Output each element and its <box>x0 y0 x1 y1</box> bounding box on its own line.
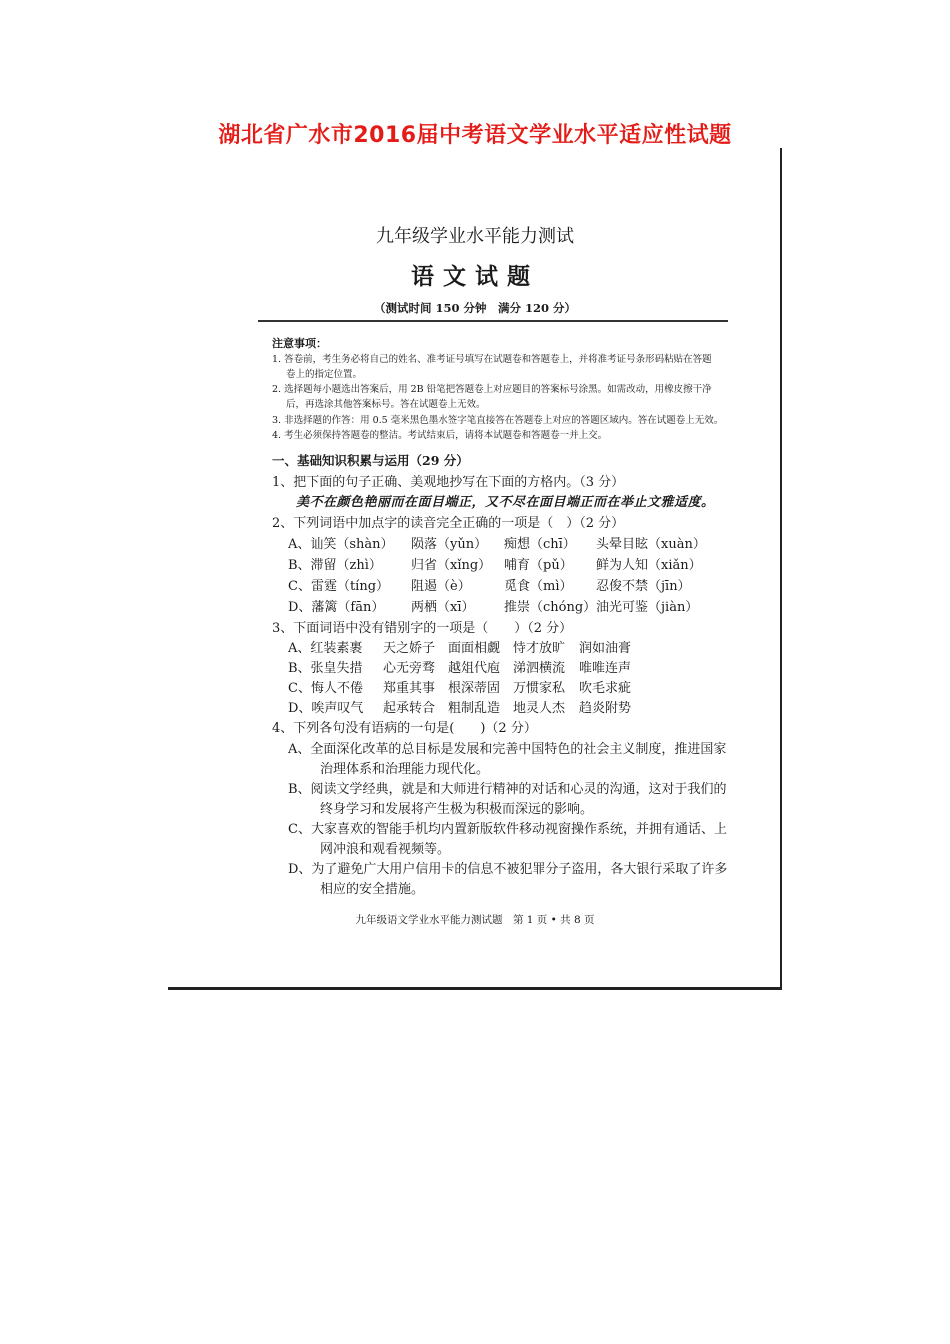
q3-option-b-word-1: B、张皇失措 <box>288 661 363 676</box>
q3-option-d-word-3: 粗制乱造 <box>448 701 501 716</box>
q3-option-a-word-5: 润如油膏 <box>579 641 632 656</box>
q2-option-a-word-4: 头晕目眩（xuàn） <box>596 537 706 552</box>
document-title: 湖北省广水市2016届中考语文学业水平适应性试题 <box>218 123 732 148</box>
q3-option-c-word-1: C、悔人不倦 <box>288 681 363 696</box>
scanned-exam-page <box>168 148 782 990</box>
exam-subject: 语文试题 <box>411 263 539 290</box>
q2-option-c-word-1: C、雷霆（tíng） <box>288 579 390 594</box>
q2-option-d-word-2: 两栖（xī） <box>411 600 475 615</box>
q3-option-a-word-2: 天之娇子 <box>383 641 436 656</box>
section-heading: 一、基础知识积累与运用（29 分） <box>272 453 469 468</box>
notice-line: 1. 答卷前，考生务必将自己的姓名、准考证号填写在试题卷和答题卷上，并将准考证号条形码粘贴在答题 <box>272 354 712 365</box>
q4-option-d-line-1: D、为了避免广大用户信用卡的信息不被犯罪分子盗用，各大银行采取了许多 <box>288 862 728 877</box>
q2-option-c-word-3: 觅食（mì） <box>504 579 573 594</box>
q3-option-c-word-2: 郑重其事 <box>383 681 436 696</box>
notice-line: 卷上的指定位置。 <box>286 369 363 380</box>
q4-option-c-line-1: C、大家喜欢的智能手机均内置新版软件移动视窗操作系统，并拥有通话、上 <box>288 822 727 837</box>
scan-edge-bottom <box>168 987 782 990</box>
q3-option-d-word-2: 起承转合 <box>383 701 436 716</box>
copy-sentence: 美不在颜色艳丽而在面目端正，又不尽在面目端正而在举止文雅适度。 <box>296 495 715 510</box>
notice-line: 3. 非选择题的作答：用 0.5 毫米黑色墨水签字笔直接答在答题卷上对应的答题区域内。答在试题卷上无效。 <box>272 415 724 426</box>
exam-duration: （测试时间 150 分钟 满分 120 分） <box>373 301 577 315</box>
question-1-stem: 1、把下面的句子正确、美观地抄写在下面的方格内。（3 分） <box>272 475 625 490</box>
q2-option-b-word-2: 归省（xǐng） <box>411 558 492 573</box>
q2-option-c-word-2: 阻遏（è） <box>411 579 471 594</box>
q2-option-a-word-3: 痴想（chī） <box>504 537 576 552</box>
q3-option-b-word-4: 涕泗横流 <box>513 661 566 676</box>
q3-option-b-word-3: 越俎代庖 <box>448 661 501 676</box>
notice-line: 4. 考生必须保持答题卷的整洁。考试结束后，请将本试题卷和答题卷一并上交。 <box>272 430 608 441</box>
q4-option-d-line-2: 相应的安全措施。 <box>320 882 425 897</box>
q3-option-c-word-4: 万惯家私 <box>513 681 566 696</box>
q2-option-c-word-4: 忍俊不禁（jīn） <box>596 579 691 594</box>
q3-option-d-word-5: 趋炎附势 <box>579 701 632 716</box>
q4-option-c-line-2: 网冲浪和观看视频等。 <box>320 842 451 857</box>
q2-option-a-word-2: 陨落（yǔn） <box>411 537 488 552</box>
exam-name: 九年级学业水平能力测试 <box>376 226 574 247</box>
q2-option-b-word-1: B、滞留（zhì） <box>288 558 382 573</box>
q2-option-d-word-3: 推崇（chóng） <box>504 600 597 615</box>
q3-option-b-word-5: 唯唯连声 <box>579 661 632 676</box>
q2-option-a-word-1: A、讪笑（shàn） <box>288 537 394 552</box>
question-3-stem: 3、下面词语中没有错别字的一项是（ ）（2 分） <box>272 621 573 636</box>
q3-option-a-word-3: 面面相觑 <box>448 641 501 656</box>
q3-option-c-word-5: 吹毛求疵 <box>579 681 632 696</box>
question-4-stem: 4、下列各句没有语病的一句是( )（2 分） <box>272 721 537 736</box>
q3-option-a-word-4: 恃才放旷 <box>513 641 566 656</box>
page-footer: 九年级语文学业水平能力测试题 第 1 页 • 共 8 页 <box>355 914 595 926</box>
q3-option-c-word-3: 根深蒂固 <box>448 681 501 696</box>
q3-option-d-word-4: 地灵人杰 <box>513 701 566 716</box>
q4-option-a-line-1: A、全面深化改革的总目标是发展和完善中国特色的社会主义制度，推进国家 <box>288 742 727 757</box>
q2-option-b-word-4: 鲜为人知（xiǎn） <box>596 558 702 573</box>
q3-option-b-word-2: 心无旁骛 <box>383 661 436 676</box>
notice-line: 后，再选涂其他答案标号。答在试题卷上无效。 <box>286 399 486 410</box>
q3-option-d-word-1: D、唉声叹气 <box>288 701 364 716</box>
notice-line: 2. 选择题每小题选出答案后，用 2B 铅笔把答题卷上对应题目的答案标号涂黑。如需改动，用橡皮擦干净 <box>272 384 712 395</box>
q2-option-b-word-3: 哺育（pǔ） <box>504 558 573 573</box>
q4-option-b-line-1: B、阅读文学经典，就是和大师进行精神的对话和心灵的沟通，这对于我们的 <box>288 782 727 797</box>
header-rule <box>258 320 728 322</box>
q4-option-a-line-2: 治理体系和治理能力现代化。 <box>320 762 490 777</box>
notice-heading: 注意事项： <box>272 337 327 350</box>
q2-option-d-word-1: D、藩篱（fān） <box>288 600 385 615</box>
q3-option-a-word-1: A、红装素裹 <box>288 641 363 656</box>
q4-option-b-line-2: 终身学习和发展将产生极为积极而深远的影响。 <box>320 802 594 817</box>
q2-option-d-word-4: 油光可鉴（jiàn） <box>596 600 699 615</box>
question-2-stem: 2、下列词语中加点字的读音完全正确的一项是（ ）（2 分） <box>272 516 625 531</box>
